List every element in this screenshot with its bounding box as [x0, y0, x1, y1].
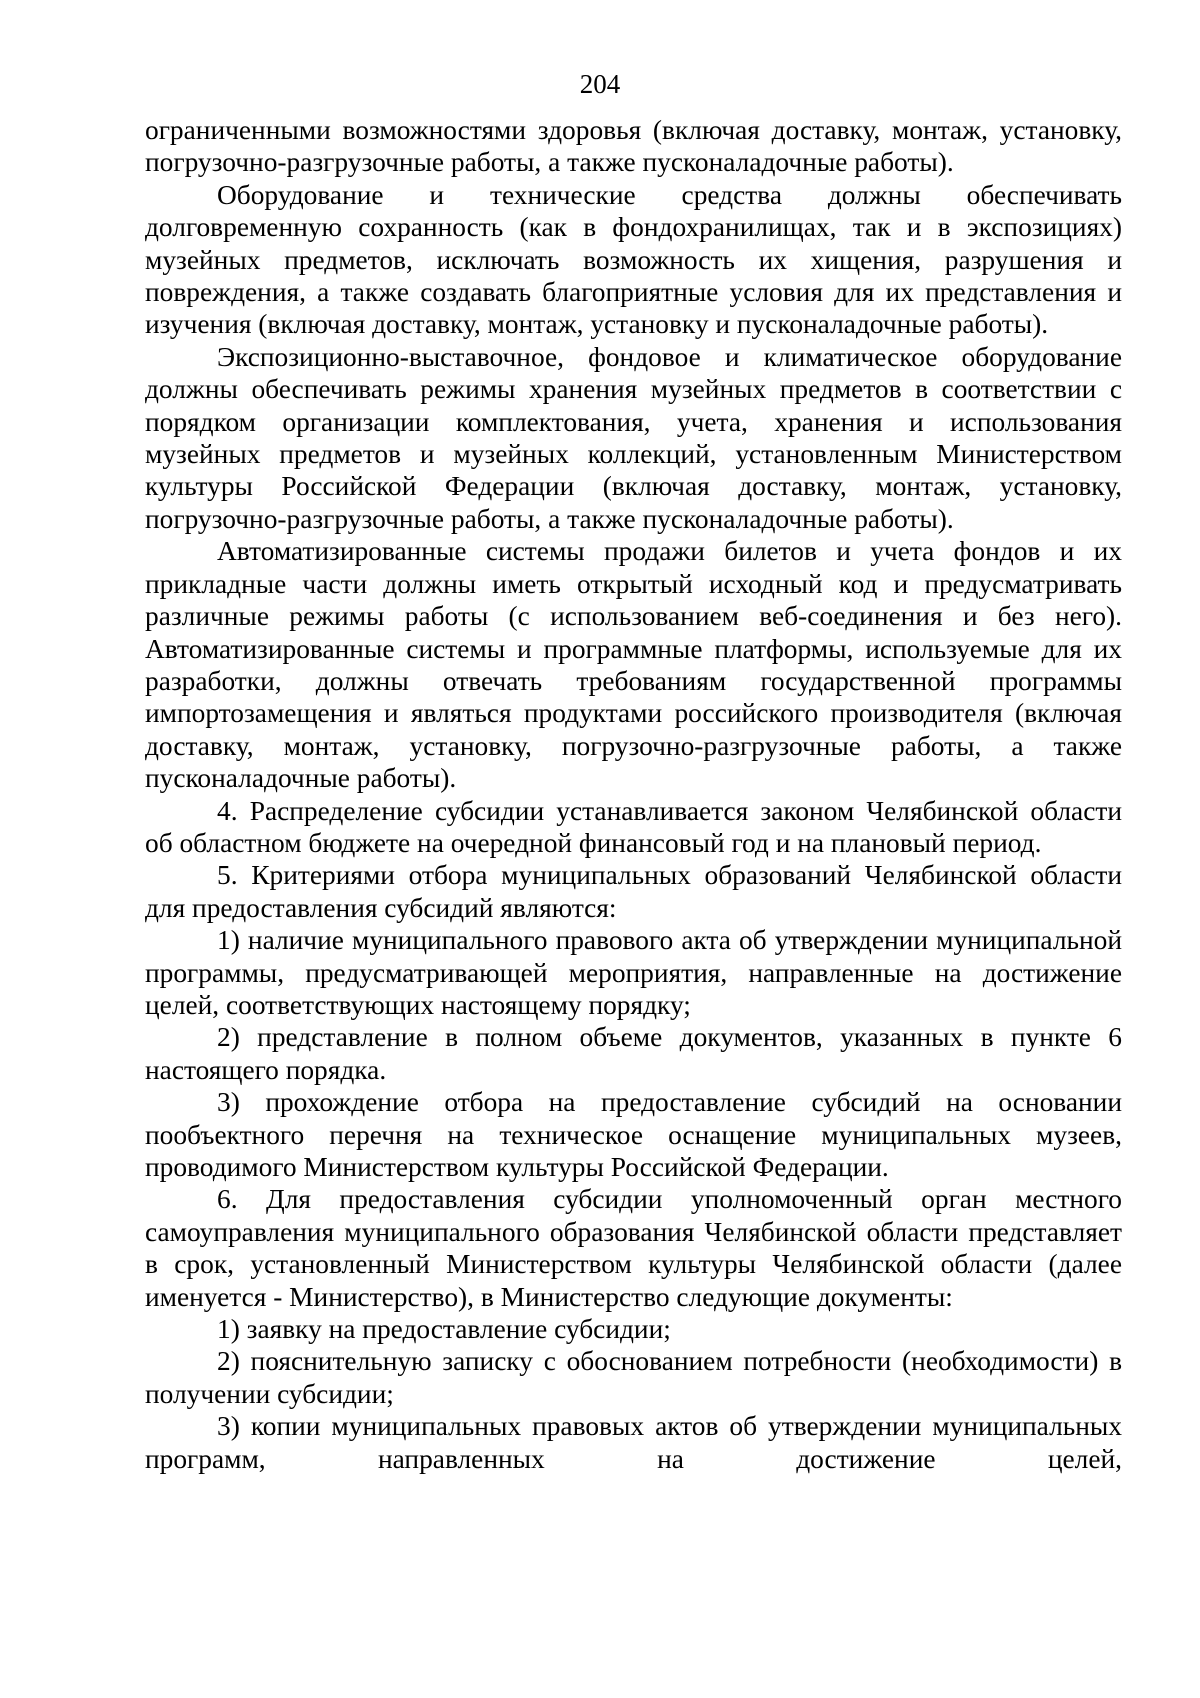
paragraph-item-6-2: 2) пояснительную записку с обоснованием потребности (необходимости) в получении субсидии;	[145, 1346, 1122, 1409]
paragraph-automated-systems: Автоматизированные системы продажи билетов и учета фондов и их прикладные части должны иметь открытый исходный код и предусматривать различные режимы работы (с использованием веб-соединения и без него). Автоматизированные системы и программные платформы, используемые для их разработки, должны отвечать требованиям государственной программы импортозамещения и являться продуктами российского производителя (включая доставку, монтаж, установку, погрузочно-разгрузочные работы, а также пусконаладочные работы).	[145, 536, 1122, 794]
paragraph-item-5: 5. Критериями отбора муниципальных образований Челябинской области для предоставления субсидий являются:	[145, 860, 1122, 923]
paragraph-item-4: 4. Распределение субсидии устанавливается законом Челябинской области об областном бюджете на очередной финансовый год и на плановый период.	[145, 795, 1122, 858]
paragraph-item-6: 6. Для предоставления субсидии уполномоченный орган местного самоуправления муниципального образования Челябинской области представляет в срок, установленный Министерством культуры Челябинской области (далее именуется - Министерство), в Министерство следующие документы:	[145, 1184, 1122, 1312]
paragraph-continuation: ограниченными возможностями здоровья (включая доставку, монтаж, установку, погрузочно-разгрузочные работы, а также пусконаладочные работы).	[145, 115, 1122, 178]
paragraph-item-6-1: 1) заявку на предоставление субсидии;	[217, 1314, 671, 1345]
paragraph-item-5-3: 3) прохождение отбора на предоставление субсидий на основании пообъектного перечня на техническое оснащение муниципальных музеев, проводимого Министерством культуры Российской Федерации.	[145, 1087, 1122, 1182]
document-body	[145, 114, 1122, 1475]
page-number: 204	[579, 69, 621, 99]
paragraph-exhibition-equipment: Экспозиционно-выставочное, фондовое и климатическое оборудование должны обеспечивать режимы хранения музейных предметов в соответствии с порядком организации комплектования, учета, хранения и использования музейных предметов и музейных коллекций, установленным Министерством культуры Российской Федерации (включая доставку, монтаж, установку, погрузочно-разгрузочные работы, а также пусконаладочные работы).	[145, 341, 1122, 534]
paragraph-item-5-1: 1) наличие муниципального правового акта об утверждении муниципальной программы, предусматривающей мероприятия, направленные на достижение целей, соответствующих настоящему порядку;	[145, 925, 1122, 1020]
paragraph-item-6-3: 3) копии муниципальных правовых актов об утверждении муниципальных программ, направленных на достижение целей,	[145, 1411, 1122, 1474]
paragraph-equipment: Оборудование и технические средства должны обеспечивать долговременную сохранность (как в фондохранилищах, так и в экспозициях) музейных предметов, исключать возможность их хищения, разрушения и повреждения, а также создавать благоприятные условия для их представления и изучения (включая доставку, монтаж, установку и пусконаладочные работы).	[145, 179, 1122, 340]
paragraph-item-5-2: 2) представление в полном объеме документов, указанных в пункте 6 настоящего порядка.	[145, 1022, 1122, 1085]
